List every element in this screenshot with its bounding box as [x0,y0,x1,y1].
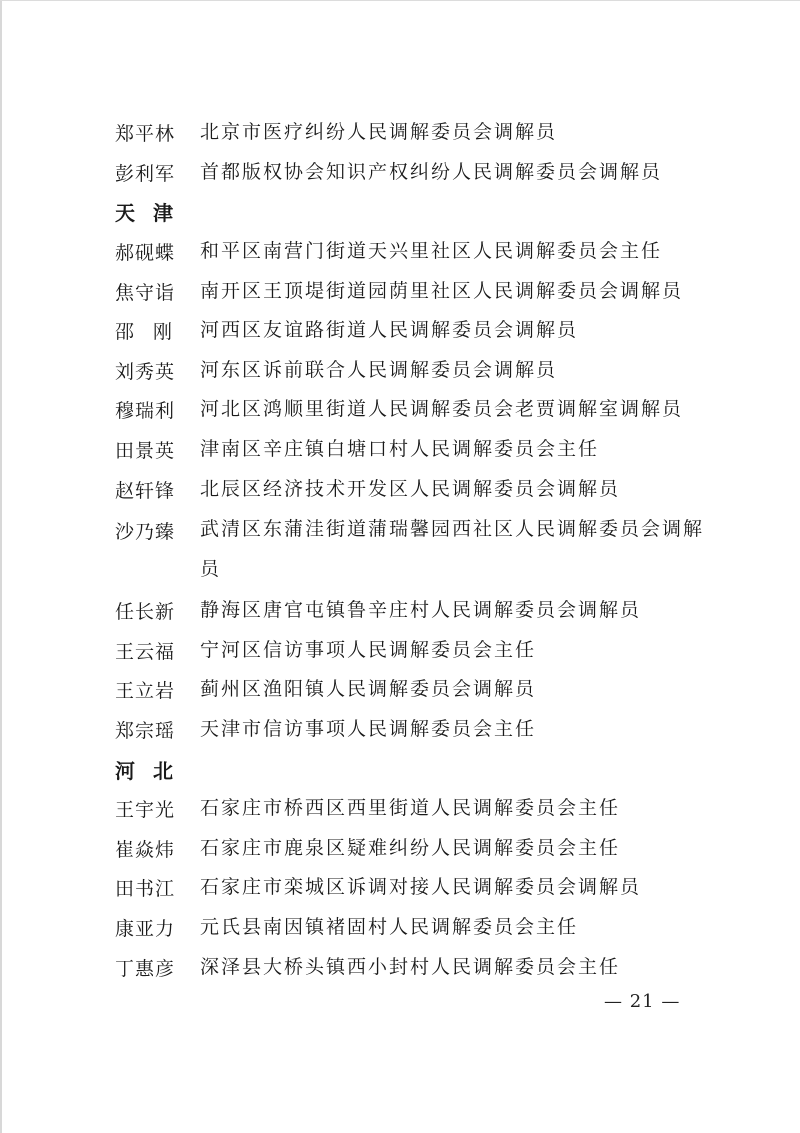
person-role: 天津市信访事项人民调解委员会主任 [200,718,537,741]
person-name: 任长新 [115,601,176,624]
list-item [115,947,715,987]
person-name: 王立岩 [115,680,176,703]
person-name: 王宇光 [115,799,176,822]
list-item [115,591,715,631]
list-item [115,908,715,948]
list-item [115,390,715,430]
list-item [115,469,715,509]
person-role: 津南区辛庄镇白塘口村人民调解委员会主任 [200,438,600,461]
list-item [115,271,715,311]
person-name: 田景英 [115,440,176,463]
person-name: 彭利军 [115,162,176,185]
person-name: 焦守诣 [115,281,176,304]
person-role: 和平区南营门街道天兴里社区人民调解委员会主任 [200,240,663,263]
person-role: 蓟州区渔阳镇人民调解委员会调解员 [200,678,537,701]
person-role: 河北区鸿顺里街道人民调解委员会老贾调解室调解员 [200,398,684,421]
list-item [115,631,715,671]
person-name: 赵轩锋 [115,479,176,502]
region-heading: 河北 [115,758,191,783]
person-name: 田书江 [115,878,176,901]
person-name: 丁惠彦 [115,957,176,980]
list-item [115,829,715,869]
person-role: 河西区友谊路街道人民调解委员会调解员 [200,319,579,342]
person-role: 河东区诉前联合人民调解委员会调解员 [200,358,558,381]
person-name: 郑宗瑶 [115,720,176,743]
list-item [115,351,715,391]
list-item [115,430,715,470]
person-role: 石家庄市鹿泉区疑难纠纷人民调解委员会主任 [200,836,621,859]
person-name: 康亚力 [115,917,176,940]
person-name: 邵刚 [115,321,192,344]
mediator-list [115,113,715,987]
list-item [115,311,715,351]
person-name: 郑平林 [115,123,176,146]
person-role: 南开区王顶堤街道园荫里社区人民调解委员会调解员 [200,279,684,302]
list-item [115,710,715,750]
person-name: 刘秀英 [115,360,176,383]
person-role: 石家庄市栾城区诉调对接人民调解委员会调解员 [200,876,642,899]
list-item [115,670,715,710]
list-item [115,113,715,153]
person-role: 石家庄市桥西区西里街道人民调解委员会主任 [200,797,621,820]
person-role: 宁河区信访事项人民调解委员会主任 [200,638,537,661]
person-name: 穆瑞利 [115,400,176,423]
person-role: 北京市医疗纠纷人民调解委员会调解员 [200,121,558,144]
region-heading: 天津 [115,201,191,226]
person-name: 郝砚蝶 [115,242,176,265]
person-role: 深泽县大桥头镇西小封村人民调解委员会主任 [200,955,621,978]
person-name: 王云福 [115,640,176,663]
list-item [115,868,715,908]
list-item [115,789,715,829]
person-name: 崔焱炜 [115,838,176,861]
list-item [115,509,715,591]
person-role: 元氏县南因镇褚固村人民调解委员会主任 [200,915,579,938]
page-number: — 21 — [604,991,681,1012]
person-role: 武清区东蒲洼街道蒲瑞馨园西社区人民调解委员会调解员 [200,517,705,580]
person-role: 北辰区经济技术开发区人民调解委员会调解员 [200,477,621,500]
person-role: 静海区唐官屯镇鲁辛庄村人民调解委员会调解员 [200,599,642,622]
list-item [115,153,715,193]
list-item [115,232,715,272]
person-role: 首都版权协会知识产权纠纷人民调解委员会调解员 [200,160,663,183]
person-name: 沙乃臻 [115,520,176,543]
